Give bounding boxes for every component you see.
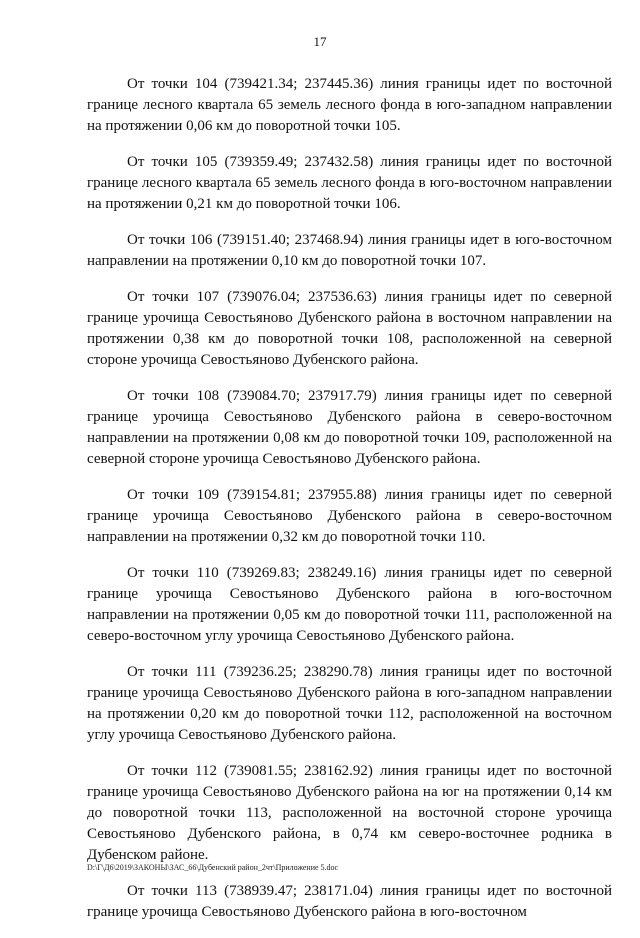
boundary-paragraph: От точки 111 (739236.25; 238290.78) линия границы идет по восточной границе урочища Севостьяново Дубенского района в юго-западном направлении на протяжении 0,20 км до поворотной точки 112, расположенной на восточном углу урочища Севостьяново Дубенского района. — [87, 664, 612, 743]
boundary-paragraph: От точки 107 (739076.04; 237536.63) линия границы идет по северной границе урочища Севостьяново Дубенского района в восточном направлении на протяжении 0,38 км до поворотной точки 108, расположенной на северной стороне урочища Севостьяново Дубенского района. — [87, 289, 612, 368]
boundary-paragraph: От точки 105 (739359.49; 237432.58) линия границы идет по восточной границе лесного квартала 65 земель лесного фонда в юго-восточном направлении на протяжении 0,21 км до поворотной точки 106. — [87, 154, 612, 212]
boundary-paragraph: От точки 112 (739081.55; 238162.92) линия границы идет по восточной границе урочища Севостьяново Дубенского района на юг на протяжении 0,14 км до поворотной точки 113, расположенной на восточной стороне урочища Севостьяново Дубенского района, в 0,74 км северо-восточнее родника в Дубенском районе. — [87, 763, 612, 863]
boundary-paragraph: От точки 113 (738939.47; 238171.04) линия границы идет по восточной границе урочища Севостьяново Дубенского района в юго-восточном — [87, 883, 612, 920]
footer-file-path: D:\Г\Д6\2019\ЗАКОНЫ\ЗАС_66\Дубенский район_2чт\Приложение 5.doc — [87, 863, 339, 872]
page-number: 17 — [313, 34, 327, 49]
boundary-paragraph: От точки 106 (739151.40; 237468.94) линия границы идет в юго-восточном направлении на протяжении 0,10 км до поворотной точки 107. — [87, 232, 612, 269]
document-body — [87, 74, 612, 938]
boundary-paragraph: От точки 110 (739269.83; 238249.16) линия границы идет по северной границе урочища Севостьяново Дубенского района в юго-восточном направлении на протяжении 0,05 км до поворотной точки 111, расположенной на северо-восточном углу урочища Севостьяново Дубенского района. — [87, 565, 612, 644]
boundary-paragraph: От точки 104 (739421.34; 237445.36) линия границы идет по восточной границе лесного квартала 65 земель лесного фонда в юго-западном направлении на протяжении 0,06 км до поворотной точки 105. — [87, 76, 612, 134]
boundary-paragraph: От точки 108 (739084.70; 237917.79) линия границы идет по северной границе урочища Севостьяново Дубенского района в северо-восточном направлении на протяжении 0,08 км до поворотной точки 109, расположенной на северной стороне урочища Севостьяново Дубенского района. — [87, 388, 612, 467]
boundary-paragraph: От точки 109 (739154.81; 237955.88) линия границы идет по северной границе урочища Севостьяново Дубенского района в северо-восточном направлении на протяжении 0,32 км до поворотной точки 110. — [87, 487, 612, 545]
